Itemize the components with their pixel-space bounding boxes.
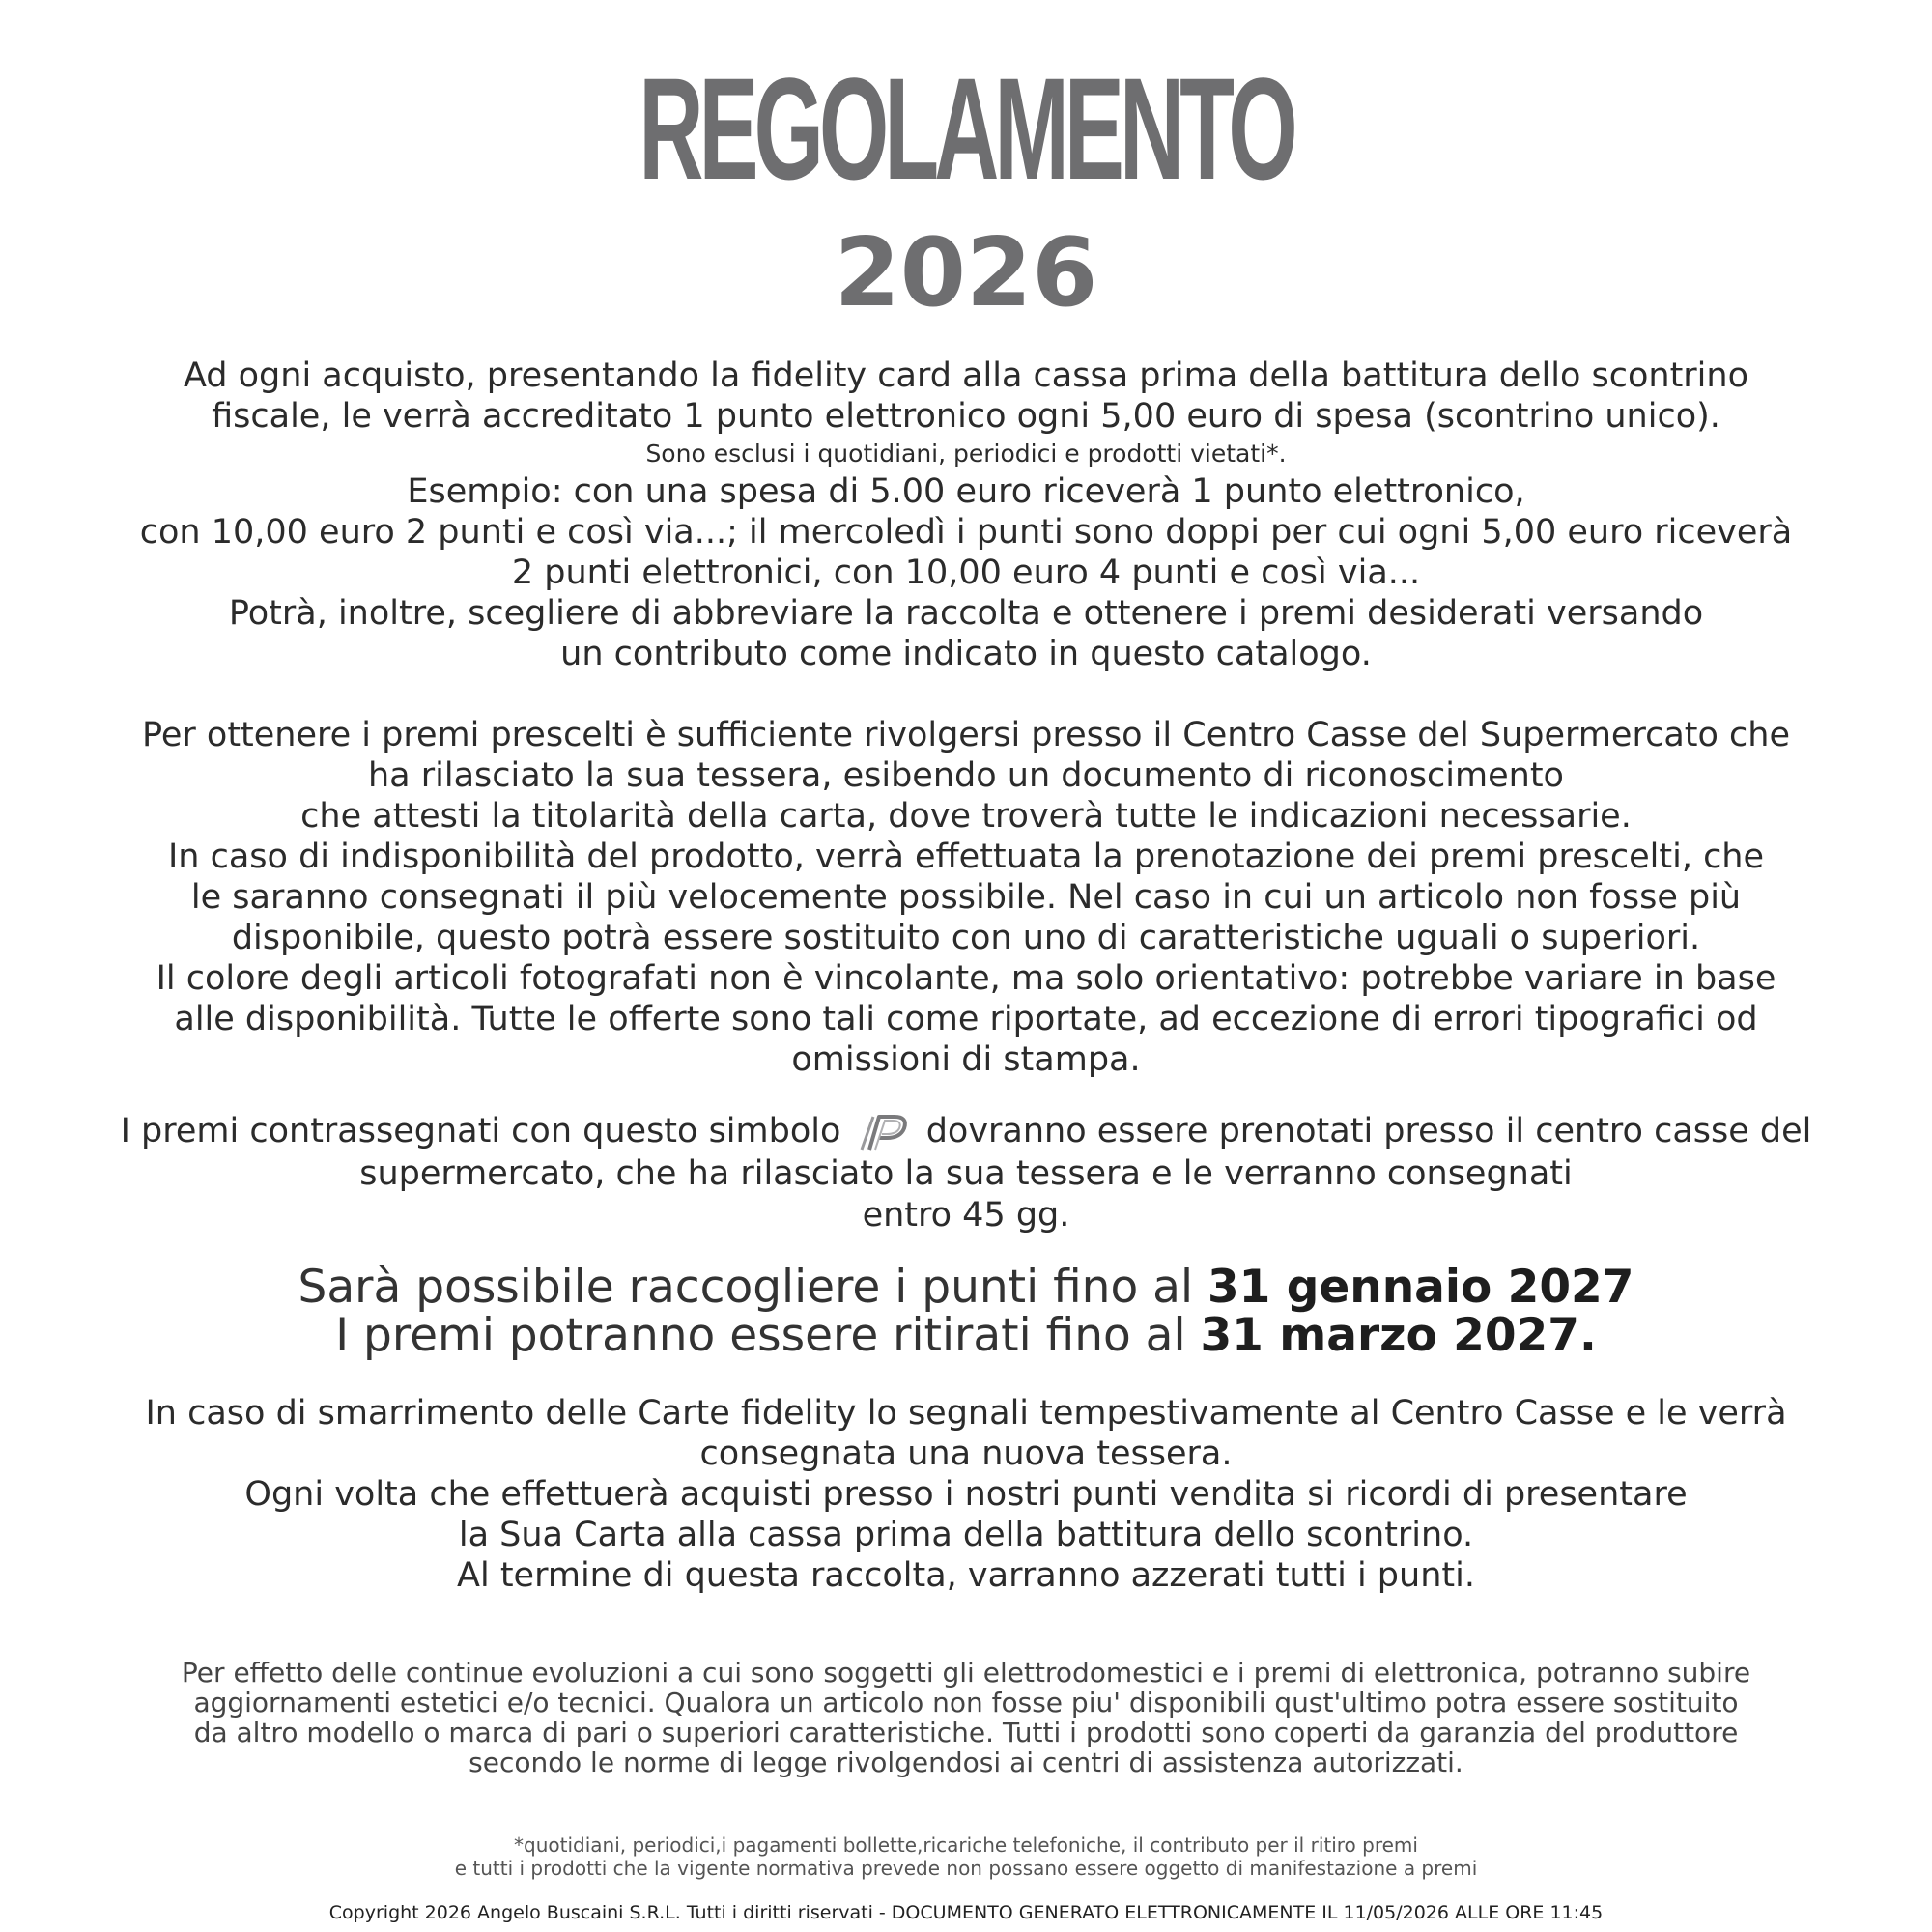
points-rules-paragraph: [39, 355, 1893, 674]
redemption-paragraph: [39, 715, 1893, 1080]
text-line: In caso di indisponibilità del prodotto, verrà effettuata la prenotazione dei premi prescelti, che: [167, 838, 1765, 876]
text-line: fiscale, le verrà accreditato 1 punto elettronico ogni 5,00 euro di spesa (scontrino unico).: [212, 397, 1720, 436]
footnote: [39, 1833, 1893, 1880]
text-line: entro 45 gg.: [862, 1196, 1070, 1235]
redeem-deadline-text: I premi potranno essere ritirati fino al: [335, 1309, 1201, 1362]
text-line: la Sua Carta alla cassa prima della battitura dello scontrino.: [458, 1516, 1474, 1554]
booking-paragraph: [39, 1111, 1893, 1236]
text-line: Esempio: con una spesa di 5.00 euro riceverà 1 punto elettronico,: [407, 472, 1525, 511]
booking-text-after: dovranno essere prenotati presso il centro casse del: [925, 1112, 1812, 1151]
text-line: da altro modello o marca di pari o superiori caratteristiche. Tutti i prodotti sono coperti da garanzia del produttore: [193, 1717, 1739, 1748]
text-line: Per ottenere i premi prescelti è sufficiente rivolgersi presso il Centro Casse del Supermercato che: [142, 716, 1790, 754]
collect-deadline-date: 31 gennaio 2027: [1207, 1261, 1634, 1314]
text-line: 2 punti elettronici, con 10,00 euro 4 punti e così via...: [511, 554, 1421, 592]
text-line: secondo le norme di legge rivolgendosi ai centri di assistenza autorizzati.: [469, 1747, 1463, 1778]
text-line: aggiornamenti estetici e/o tecnici. Qualora un articolo non fosse piu' disponibili qust'ultimo potra essere sostituito: [193, 1687, 1739, 1719]
copyright-line: Copyright 2026 Angelo Buscaini S.R.L. Tutti i diritti riservati - DOCUMENTO GENERATO ELETTRONICAMENTE IL 11/05/2026 ALLE ORE 11:45: [328, 1902, 1604, 1923]
redeem-deadline: [39, 1309, 1893, 1362]
text-line: consegnata una nuova tessera.: [699, 1435, 1233, 1473]
text-line: Per effetto delle continue evoluzioni a cui sono soggetti gli elettrodomestici e i premi di elettronica, potranno subire: [181, 1657, 1751, 1689]
card-loss-paragraph: [39, 1393, 1893, 1596]
page-title: REGOLAMENTO: [639, 47, 1293, 210]
text-line: *quotidiani, periodici,i pagamenti bollette,ricariche telefoniche, il contributo per il ritiro premi: [514, 1833, 1418, 1857]
collect-deadline: [39, 1261, 1893, 1314]
text-line: [39, 1111, 1893, 1153]
disclaimer-paragraph: [39, 1658, 1893, 1777]
text-line: ha rilasciato la sua tessera, esibendo un documento di riconoscimento: [368, 756, 1564, 795]
redeem-deadline-date: 31 marzo 2027.: [1200, 1309, 1597, 1362]
text-line: Potrà, inoltre, scegliere di abbreviare la raccolta e ottenere i premi desiderati versando: [228, 594, 1704, 633]
text-line: supermercato, che ha rilasciato la sua tessera e le verranno consegnati: [359, 1154, 1573, 1193]
text-line: Ad ogni acquisto, presentando la fidelity card alla cassa prima della battitura dello scontrino: [183, 356, 1749, 395]
text-line: omissioni di stampa.: [791, 1040, 1141, 1079]
text-line: e tutti i prodotti che la vigente normativa prevede non possano essere oggetto di manifestazione a premi: [454, 1857, 1478, 1880]
text-line: In caso di smarrimento delle Carte fidelity lo segnali tempestivamente al Centro Casse e le verrà: [145, 1394, 1787, 1433]
text-line: alle disponibilità. Tutte le offerte sono tali come riportate, ad eccezione di errori tipografici od: [174, 1000, 1758, 1038]
deadlines-block: [39, 1261, 1893, 1362]
page-year: 2026: [834, 218, 1098, 328]
text-line: con 10,00 euro 2 punti e così via...; il mercoledì i punti sono doppi per cui ogni 5,00 euro riceverà: [139, 513, 1793, 552]
text-line: Ogni volta che effettuerà acquisti presso i nostri punti vendita si ricordi di presentare: [244, 1475, 1688, 1514]
text-line: Al termine di questa raccolta, varranno azzerati tutti i punti.: [457, 1556, 1475, 1595]
text-line: disponibile, questo potrà essere sostituito con uno di caratteristiche uguali o superiori.: [231, 919, 1701, 957]
text-line: che attesti la titolarità della carta, dove troverà tutte le indicazioni necessarie.: [300, 797, 1632, 836]
text-line: un contributo come indicato in questo catalogo.: [560, 635, 1372, 673]
booking-p-icon: [856, 1111, 912, 1153]
text-line: Il colore degli articoli fotografati non è vincolante, ma solo orientativo: potrebbe variare in base: [156, 959, 1776, 998]
text-line: le saranno consegnati il più velocemente possibile. Nel caso in cui un articolo non fosse più: [190, 878, 1742, 917]
collect-deadline-text: Sarà possibile raccogliere i punti fino al: [298, 1261, 1208, 1314]
booking-text-before: I premi contrassegnati con questo simbolo: [120, 1112, 841, 1151]
exclusions-note: Sono esclusi i quotidiani, periodici e prodotti vietati*.: [645, 440, 1287, 468]
